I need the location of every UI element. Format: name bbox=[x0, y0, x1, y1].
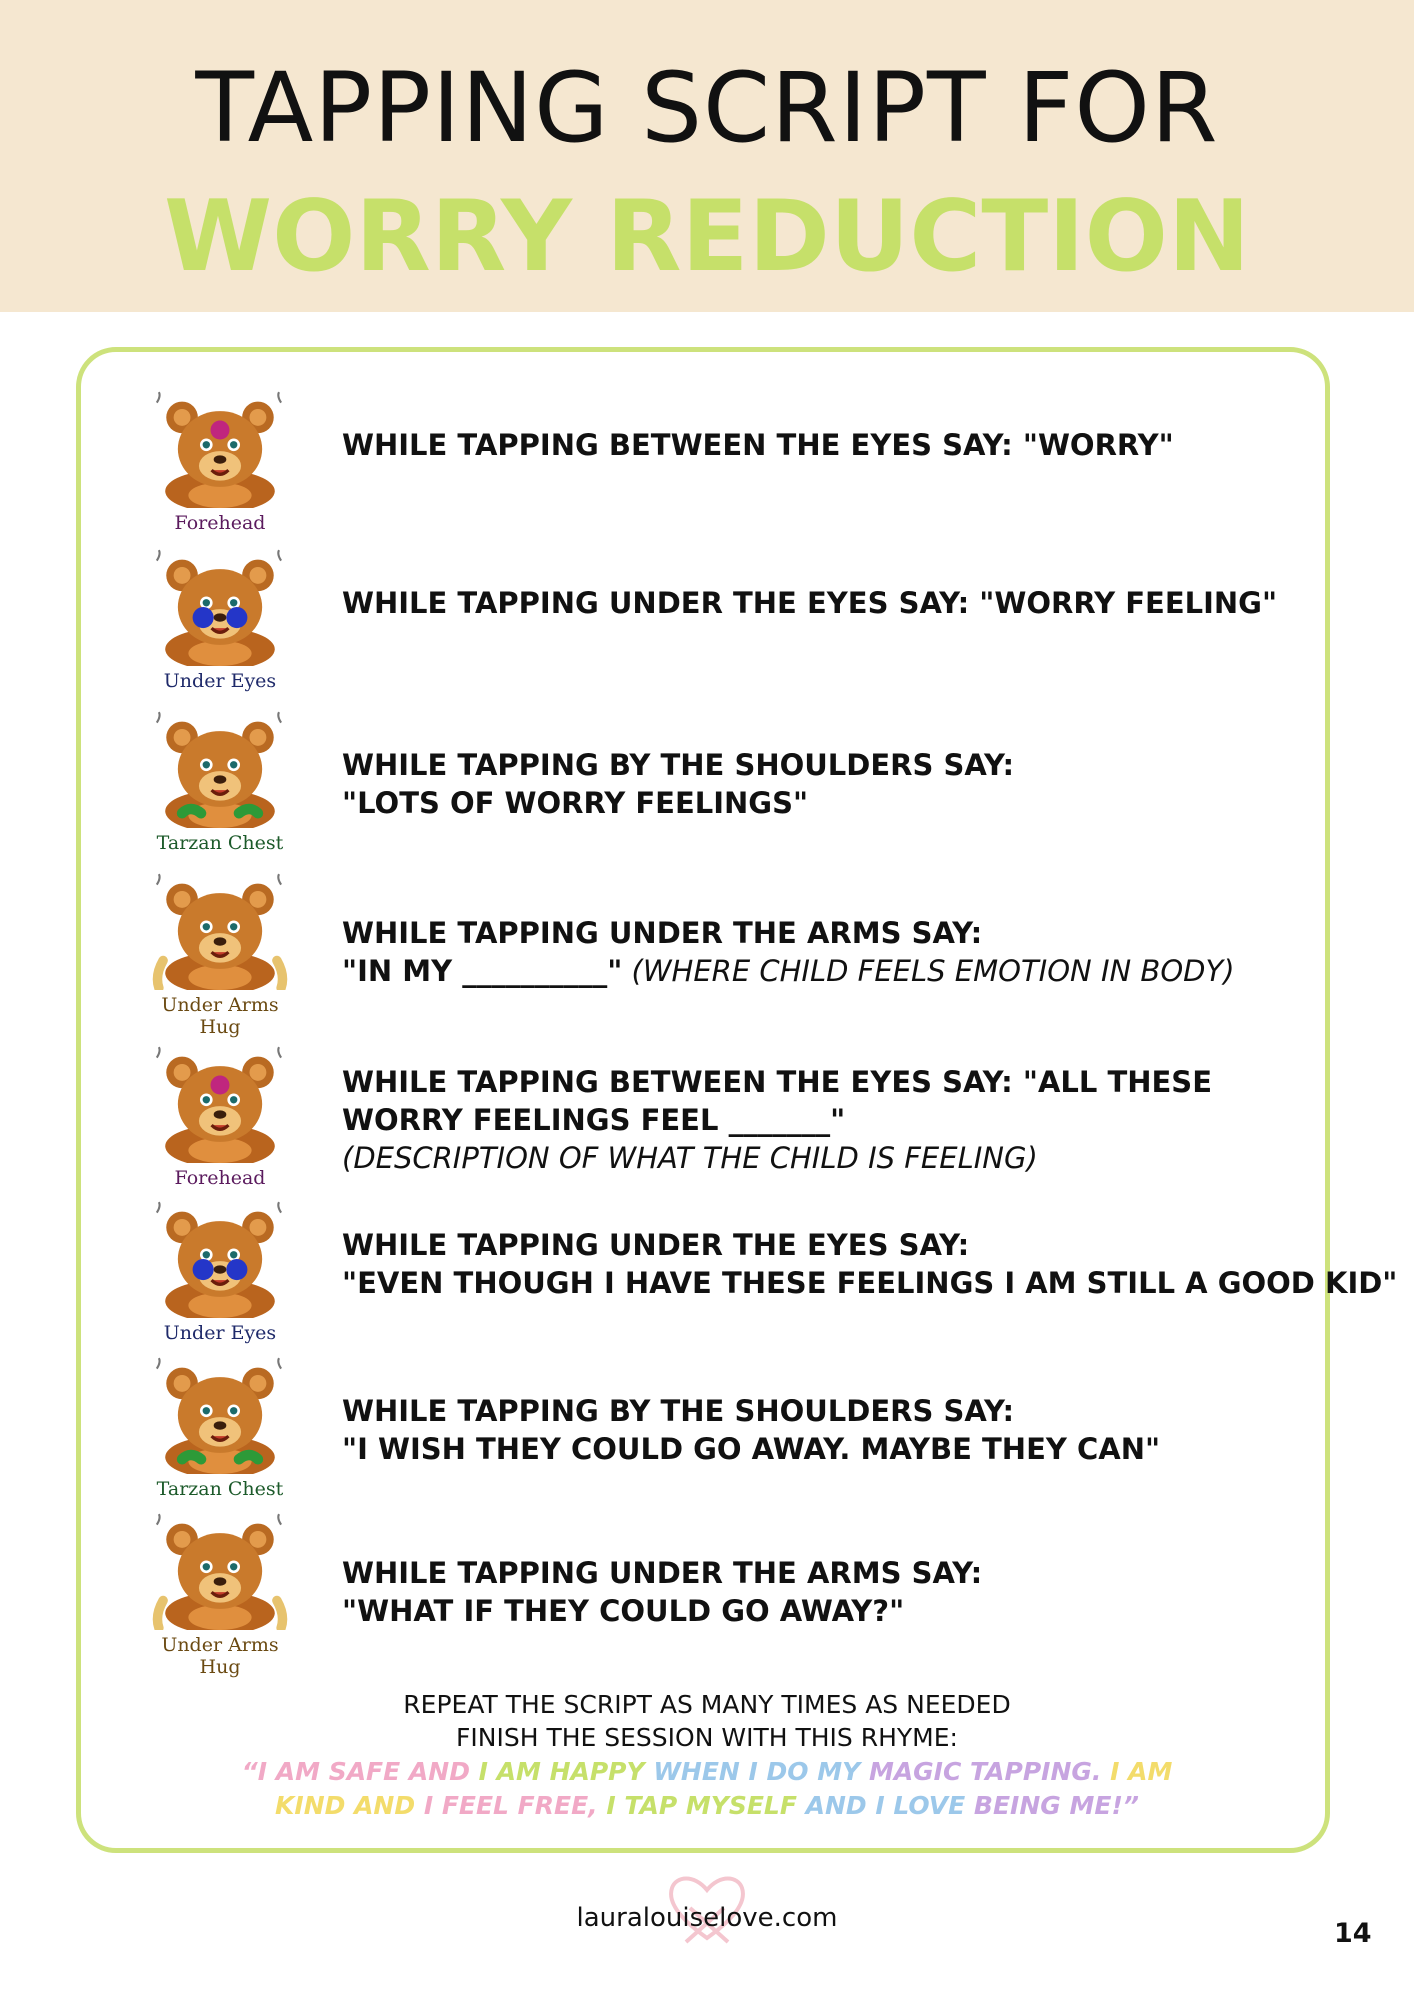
instruction-phrase: "I WISH THEY COULD GO AWAY. MAYBE THEY CAN" bbox=[342, 1432, 1161, 1466]
rhyme-line-2 bbox=[240, 1789, 1174, 1823]
instruction-note: (DESCRIPTION OF WHAT THE CHILD IS FEELING) bbox=[342, 1141, 1038, 1175]
website-link[interactable]: lauralouiselove.com bbox=[576, 1903, 838, 1933]
bear-figure bbox=[140, 390, 300, 534]
rhyme-segment: WHEN I DO MY bbox=[653, 1757, 869, 1786]
step-instruction bbox=[342, 746, 1014, 822]
bear-figure bbox=[140, 1512, 300, 1678]
tapping-point-label: Under Arms Hug bbox=[161, 994, 279, 1038]
rhyme-line-1 bbox=[240, 1755, 1174, 1789]
bear-under-arms-icon bbox=[140, 872, 300, 990]
tapping-point-label: Under Arms Hug bbox=[161, 1634, 279, 1678]
bear-figure bbox=[140, 1045, 300, 1189]
rhyme-segment: KIND AND bbox=[275, 1791, 424, 1820]
rhyme-segment: I AM HAPPY bbox=[478, 1757, 654, 1786]
rhyme-segment: I TAP MYSELF bbox=[606, 1791, 806, 1820]
step-instruction bbox=[342, 1226, 1397, 1302]
bear-figure bbox=[140, 872, 300, 1038]
step-instruction bbox=[342, 914, 1235, 990]
bear-figure bbox=[140, 1356, 300, 1500]
bear-figure bbox=[140, 548, 300, 692]
rhyme-segment: AND I LOVE bbox=[805, 1791, 974, 1820]
bear-under-eyes-icon bbox=[140, 548, 300, 666]
instruction-phrase: "IN MY __________" (WHERE CHILD FEELS EMOTION IN BODY) bbox=[342, 954, 1235, 988]
bear-forehead-icon bbox=[140, 390, 300, 508]
step-instruction bbox=[342, 584, 1277, 622]
page-subtitle: WORRY REDUCTION bbox=[164, 180, 1250, 294]
page-title: TAPPING SCRIPT FOR bbox=[195, 52, 1219, 164]
bear-figure bbox=[140, 1200, 300, 1344]
repeat-instruction: REPEAT THE SCRIPT AS MANY TIMES AS NEEDED bbox=[403, 1690, 1011, 1719]
step-instruction bbox=[342, 1392, 1160, 1468]
bear-tarzan-chest-icon bbox=[140, 1356, 300, 1474]
instruction-phrase: "LOTS OF WORRY FEELINGS" bbox=[342, 786, 809, 820]
rhyme-segment: MAGIC TAPPING. bbox=[868, 1757, 1111, 1786]
step-instruction bbox=[342, 426, 1174, 464]
rhyme-segment: BEING ME!” bbox=[973, 1791, 1139, 1820]
bear-figure bbox=[140, 710, 300, 854]
instruction-note: (WHERE CHILD FEELS EMOTION IN BODY) bbox=[622, 954, 1235, 988]
instruction-line: WHILE TAPPING UNDER THE EYES SAY: bbox=[342, 1228, 970, 1262]
bear-tarzan-chest-icon bbox=[140, 710, 300, 828]
tapping-point-label: Under Eyes bbox=[163, 670, 277, 692]
page-number: 14 bbox=[1334, 1918, 1372, 1949]
instruction-line: WHILE TAPPING BY THE SHOULDERS SAY: bbox=[342, 748, 1015, 782]
bear-under-arms-icon bbox=[140, 1512, 300, 1630]
tapping-point-label: Under Eyes bbox=[163, 1322, 277, 1344]
tapping-point-label: Forehead bbox=[174, 512, 266, 534]
instruction-phrase: "WHAT IF THEY COULD GO AWAY?" bbox=[342, 1594, 905, 1628]
tapping-point-label: Tarzan Chest bbox=[156, 832, 284, 854]
rhyme-segment: “I AM SAFE AND bbox=[241, 1757, 479, 1786]
rhyme-segment: I AM bbox=[1110, 1757, 1173, 1786]
instruction-line: WHILE TAPPING BY THE SHOULDERS SAY: bbox=[342, 1394, 1015, 1428]
instruction-phrase: "EVEN THOUGH I HAVE THESE FEELINGS I AM STILL A GOOD KID" bbox=[342, 1266, 1398, 1300]
tapping-point-label: Tarzan Chest bbox=[156, 1478, 284, 1500]
instruction-line: WHILE TAPPING UNDER THE ARMS SAY: bbox=[342, 916, 983, 950]
bear-forehead-icon bbox=[140, 1045, 300, 1163]
finish-instruction: FINISH THE SESSION WITH THIS RHYME: bbox=[456, 1723, 958, 1752]
step-instruction bbox=[342, 1063, 1212, 1177]
instruction-phrase: WORRY FEELINGS FEEL _______" bbox=[342, 1103, 846, 1137]
instruction-line: WHILE TAPPING UNDER THE ARMS SAY: bbox=[342, 1556, 983, 1590]
instruction-line: WHILE TAPPING BETWEEN THE EYES SAY: "WORRY" bbox=[342, 428, 1174, 462]
rhyme-segment: I FEEL FREE, bbox=[423, 1791, 607, 1820]
tapping-point-label: Forehead bbox=[174, 1167, 266, 1189]
bear-under-eyes-icon bbox=[140, 1200, 300, 1318]
instruction-line: WHILE TAPPING BETWEEN THE EYES SAY: "ALL THESE bbox=[342, 1065, 1212, 1099]
instruction-line: WHILE TAPPING UNDER THE EYES SAY: "WORRY FEELING" bbox=[342, 586, 1278, 620]
step-instruction bbox=[342, 1554, 982, 1630]
header-banner bbox=[0, 0, 1414, 312]
